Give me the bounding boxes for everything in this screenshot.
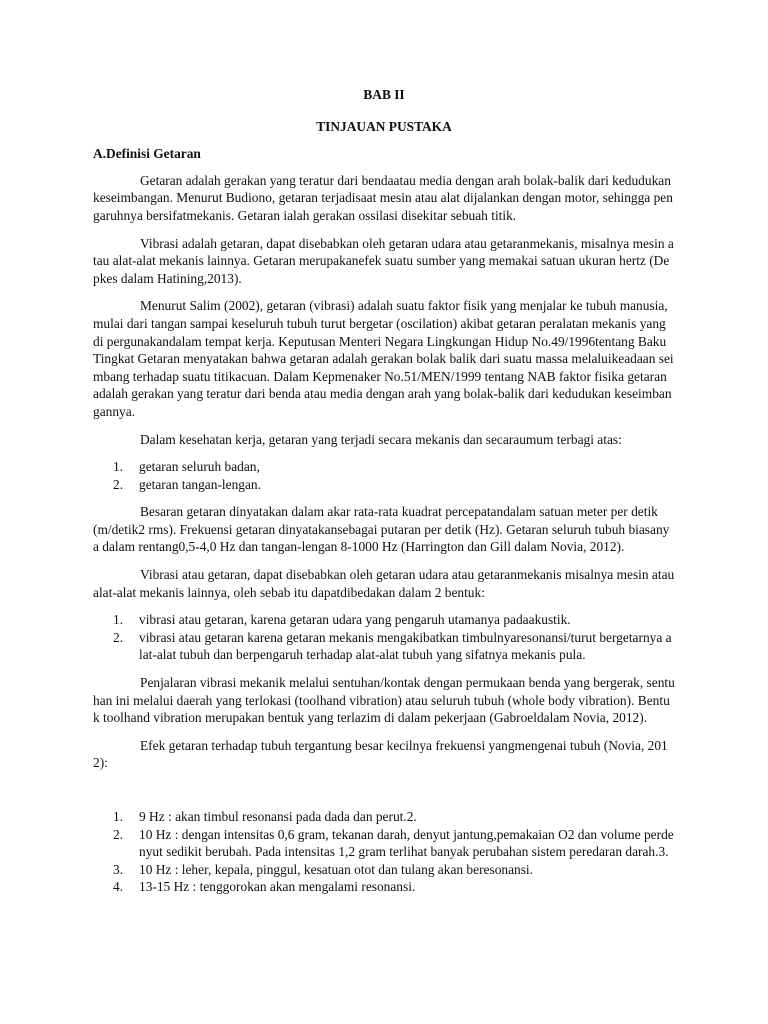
list-bentuk-vibrasi (93, 611, 675, 664)
paragraph-kesehatan-kerja: Dalam kesehatan kerja, getaran yang terjadi secara mekanis dan secaraumum terbagi atas: (140, 431, 622, 447)
list-item (93, 611, 675, 629)
list-item (93, 629, 675, 664)
list-item-number: 2. (113, 629, 124, 645)
list-item-number: 2. (113, 826, 124, 842)
paragraph-vibrasi: Vibrasi adalah getaran, dapat disebabkan oleh getaran udara atau getaranmekanis, misalnya mesin atau alat-alat mekanis lainnya. Getaran merupakanefek suatu sumber yang memakai satuan ukuran hertz (Depkes dalam Hatining,2013). (93, 235, 674, 286)
list-item (93, 826, 675, 861)
list-item (93, 458, 675, 476)
chapter-number: BAB II (363, 87, 405, 102)
paragraph-definisi: Getaran adalah gerakan yang teratur dari bendaatau media dengan arah bolak-balik dari kedudukan keseimbangan. Menurut Budiono, getaran terjadisaat mesin atau alat dijalankan dengan motor, sehingga pengaruhnya bersifatmekanis. Getaran ialah gerakan ossilasi disekitar sebuah titik. (93, 172, 673, 223)
list-item-number: 1. (113, 809, 124, 824)
list-item-number: 2. (113, 476, 124, 492)
list-item-number: 1. (113, 459, 124, 475)
list-jenis-getaran (93, 458, 675, 493)
list-item-text: 13-15 Hz : tenggorokan akan mengalami resonansi. (139, 879, 416, 895)
list-item-number: 4. (113, 879, 124, 895)
list-efek-frekuensi (93, 808, 675, 896)
list-item-text: vibrasi atau getaran, karena getaran udara yang pengaruh utamanya padaakustik. (139, 612, 571, 628)
list-item-number: 1. (113, 612, 124, 628)
list-item-text: getaran seluruh badan, (139, 459, 260, 475)
list-item (93, 878, 675, 896)
paragraph-besaran: Besaran getaran dinyatakan dalam akar rata-rata kuadrat percepatandalam satuan meter per detik (m/detik2 rms). Frekuensi getaran dinyatakansebagai putaran per detik (Hz). Getaran seluruh tubuh biasanya dalam rentang0,5-4,0 Hz dan tangan-lengan 8-1000 Hz (Harrington dan Gill dalam Novia, 2012). (93, 504, 670, 555)
list-item-text: 10 Hz : dengan intensitas 0,6 gram, tekanan darah, denyut jantung,pemakaian O2 dan volume perdenyut sedikit berubah. Pada intensitas 1,2 gram terlihat banyak perubahan sistem peredaran darah.3. (139, 826, 674, 860)
list-item-text: getaran tangan-lengan. (139, 476, 261, 492)
list-item-text: 9 Hz : akan timbul resonansi pada dada dan perut.2. (139, 809, 417, 824)
paragraph-salim: Menurut Salim (2002), getaran (vibrasi) adalah suatu faktor fisik yang menjalar ke tubuh manusia, mulai dari tangan sampai keseluruh tubuh turut bergetar (oscilation) akibat getaran peralatan mekanis yang di pergunakandalam tempat kerja. Keputusan Menteri Negara Lingkungan Hidup No.49/1996tentang Baku Tingkat Getaran menyatakan bahwa getaran adalah gerakan bolak balik dari suatu massa melaluikeadaan seimbang terhadap suatu titikacuan. Dalam Kepmenaker No.51/MEN/1999 tentang NAB faktor fisika getaran adalah gerakan yang teratur dari benda atau media dengan arah yang bolak-balik dari kedudukan keseimbangannya. (93, 298, 674, 419)
paragraph-penjalaran: Penjalaran vibrasi mekanik melalui sentuhan/kontak dengan permukaan benda yang bergerak, sentuhan ini melalui daerah yang terlokasi (toolhand vibration) atau seluruh tubuh (whole body vibration). Bentuk toolhand vibration merupakan bentuk yang terlazim di dalam pekerjaan (Gabroeldalam Novia, 2012). (93, 675, 675, 726)
spacer (93, 772, 675, 798)
list-item (93, 476, 675, 494)
section-title: A.Definisi Getaran (93, 146, 201, 162)
list-item-text: vibrasi atau getaran karena getaran mekanis mengakibatkan timbulnyaresonansi/turut bergetarnya alat-alat tubuh dan berpengaruh terhadap alat-alat tubuh yang sifatnya mekanis pula. (139, 629, 672, 663)
list-item (93, 808, 675, 826)
paragraph-bentuk: Vibrasi atau getaran, dapat disebabkan oleh getaran udara atau getaranmekanis misalnya mesin atau alat-alat mekanis lainnya, oleh sebab itu dapatdibedakan dalam 2 bentuk: (93, 567, 675, 600)
paragraph-efek: Efek getaran terhadap tubuh tergantung besar kecilnya frekuensi yangmengenai tubuh (Novia, 2012): (93, 737, 668, 771)
list-item (93, 861, 675, 879)
chapter-title: TINJAUAN PUSTAKA (316, 118, 452, 134)
list-item-text: 10 Hz : leher, kepala, pinggul, kesatuan otot dan tulang akan beresonansi. (139, 861, 533, 877)
list-item-number: 3. (113, 861, 124, 877)
